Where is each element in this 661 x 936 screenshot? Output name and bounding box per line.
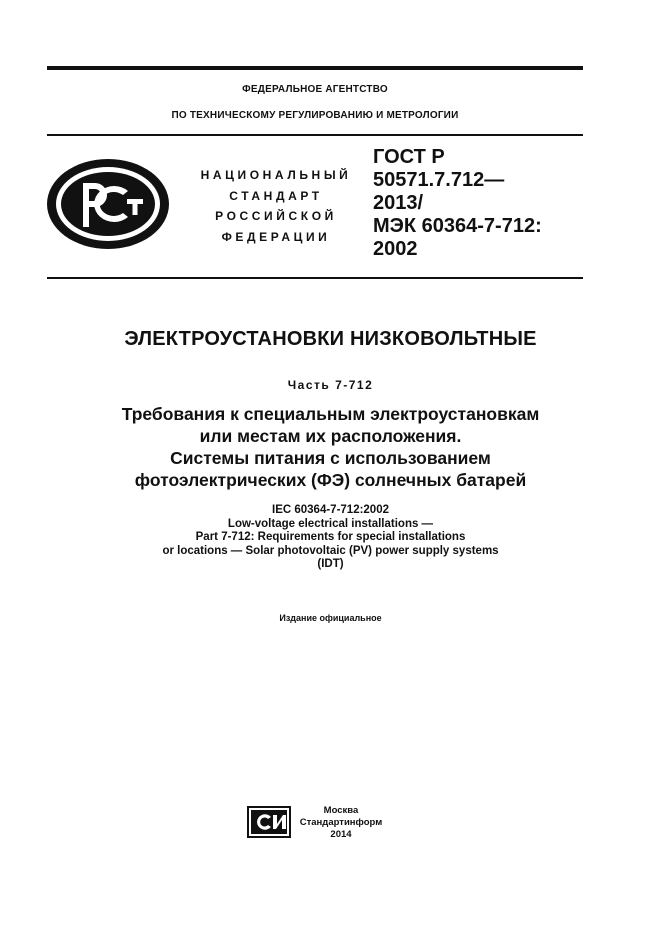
publisher-info xyxy=(294,805,388,841)
edition-label: Издание официальное xyxy=(279,613,382,623)
designation-line-1: ГОСТ Р xyxy=(373,146,445,168)
subtitle-line-2: или местам их расположения. xyxy=(199,426,462,446)
national-line-1: НАЦИОНАЛЬНЫЙ xyxy=(200,168,352,182)
intl-line-3: Part 7-712: Requirements for special installations xyxy=(195,531,466,543)
title-divider xyxy=(47,277,583,279)
designation-line-2: 50571.7.712— xyxy=(373,169,505,191)
designation-line-5: 2002 xyxy=(373,238,418,260)
agency-name-line1: ФЕДЕРАЛЬНОЕ АГЕНТСТВО xyxy=(242,84,388,95)
intl-line-5: (IDT) xyxy=(317,558,344,570)
standard-designation xyxy=(373,146,593,261)
intl-line-2: Low-voltage electrical installations — xyxy=(227,517,434,530)
subtitle-line-1: Требования к специальным электроустановкам xyxy=(121,404,540,424)
publisher-city: Москва xyxy=(323,805,359,816)
agency-name-line2: ПО ТЕХНИЧЕСКОМУ РЕГУЛИРОВАНИЮ И МЕТРОЛОГИИ xyxy=(171,110,459,121)
header-divider xyxy=(47,134,583,136)
intl-line-1: IEC 60364-7-712:2002 xyxy=(272,504,389,516)
subtitle-line-3: Системы питания с использованием xyxy=(170,448,491,468)
gost-r-logo-icon xyxy=(45,157,171,251)
designation-line-4: МЭК 60364-7-712: xyxy=(373,215,542,237)
national-line-3: РОССИЙСКОЙ xyxy=(215,209,337,223)
document-title: ЭЛЕКТРОУСТАНОВКИ НИЗКОВОЛЬТНЫЕ xyxy=(124,328,537,350)
intl-line-4: or locations — Solar photovoltaic (PV) power supply systems xyxy=(162,544,499,557)
national-line-2: СТАНДАРТ xyxy=(229,188,323,203)
part-number: Часть 7-712 xyxy=(287,378,374,392)
top-divider xyxy=(47,66,583,70)
subtitle-line-4: фотоэлектрических (ФЭ) солнечных батарей xyxy=(134,470,527,490)
national-line-4: ФЕДЕРАЦИИ xyxy=(221,229,331,244)
standartinform-logo-icon xyxy=(247,806,291,838)
publisher-year: 2014 xyxy=(330,829,352,840)
international-reference xyxy=(40,504,621,572)
publisher-name: Стандартинформ xyxy=(299,817,383,828)
designation-line-3: 2013/ xyxy=(373,192,424,214)
document-subtitle xyxy=(40,403,621,491)
logo-text: РСТ xyxy=(45,157,47,158)
national-standard-label xyxy=(176,165,376,247)
